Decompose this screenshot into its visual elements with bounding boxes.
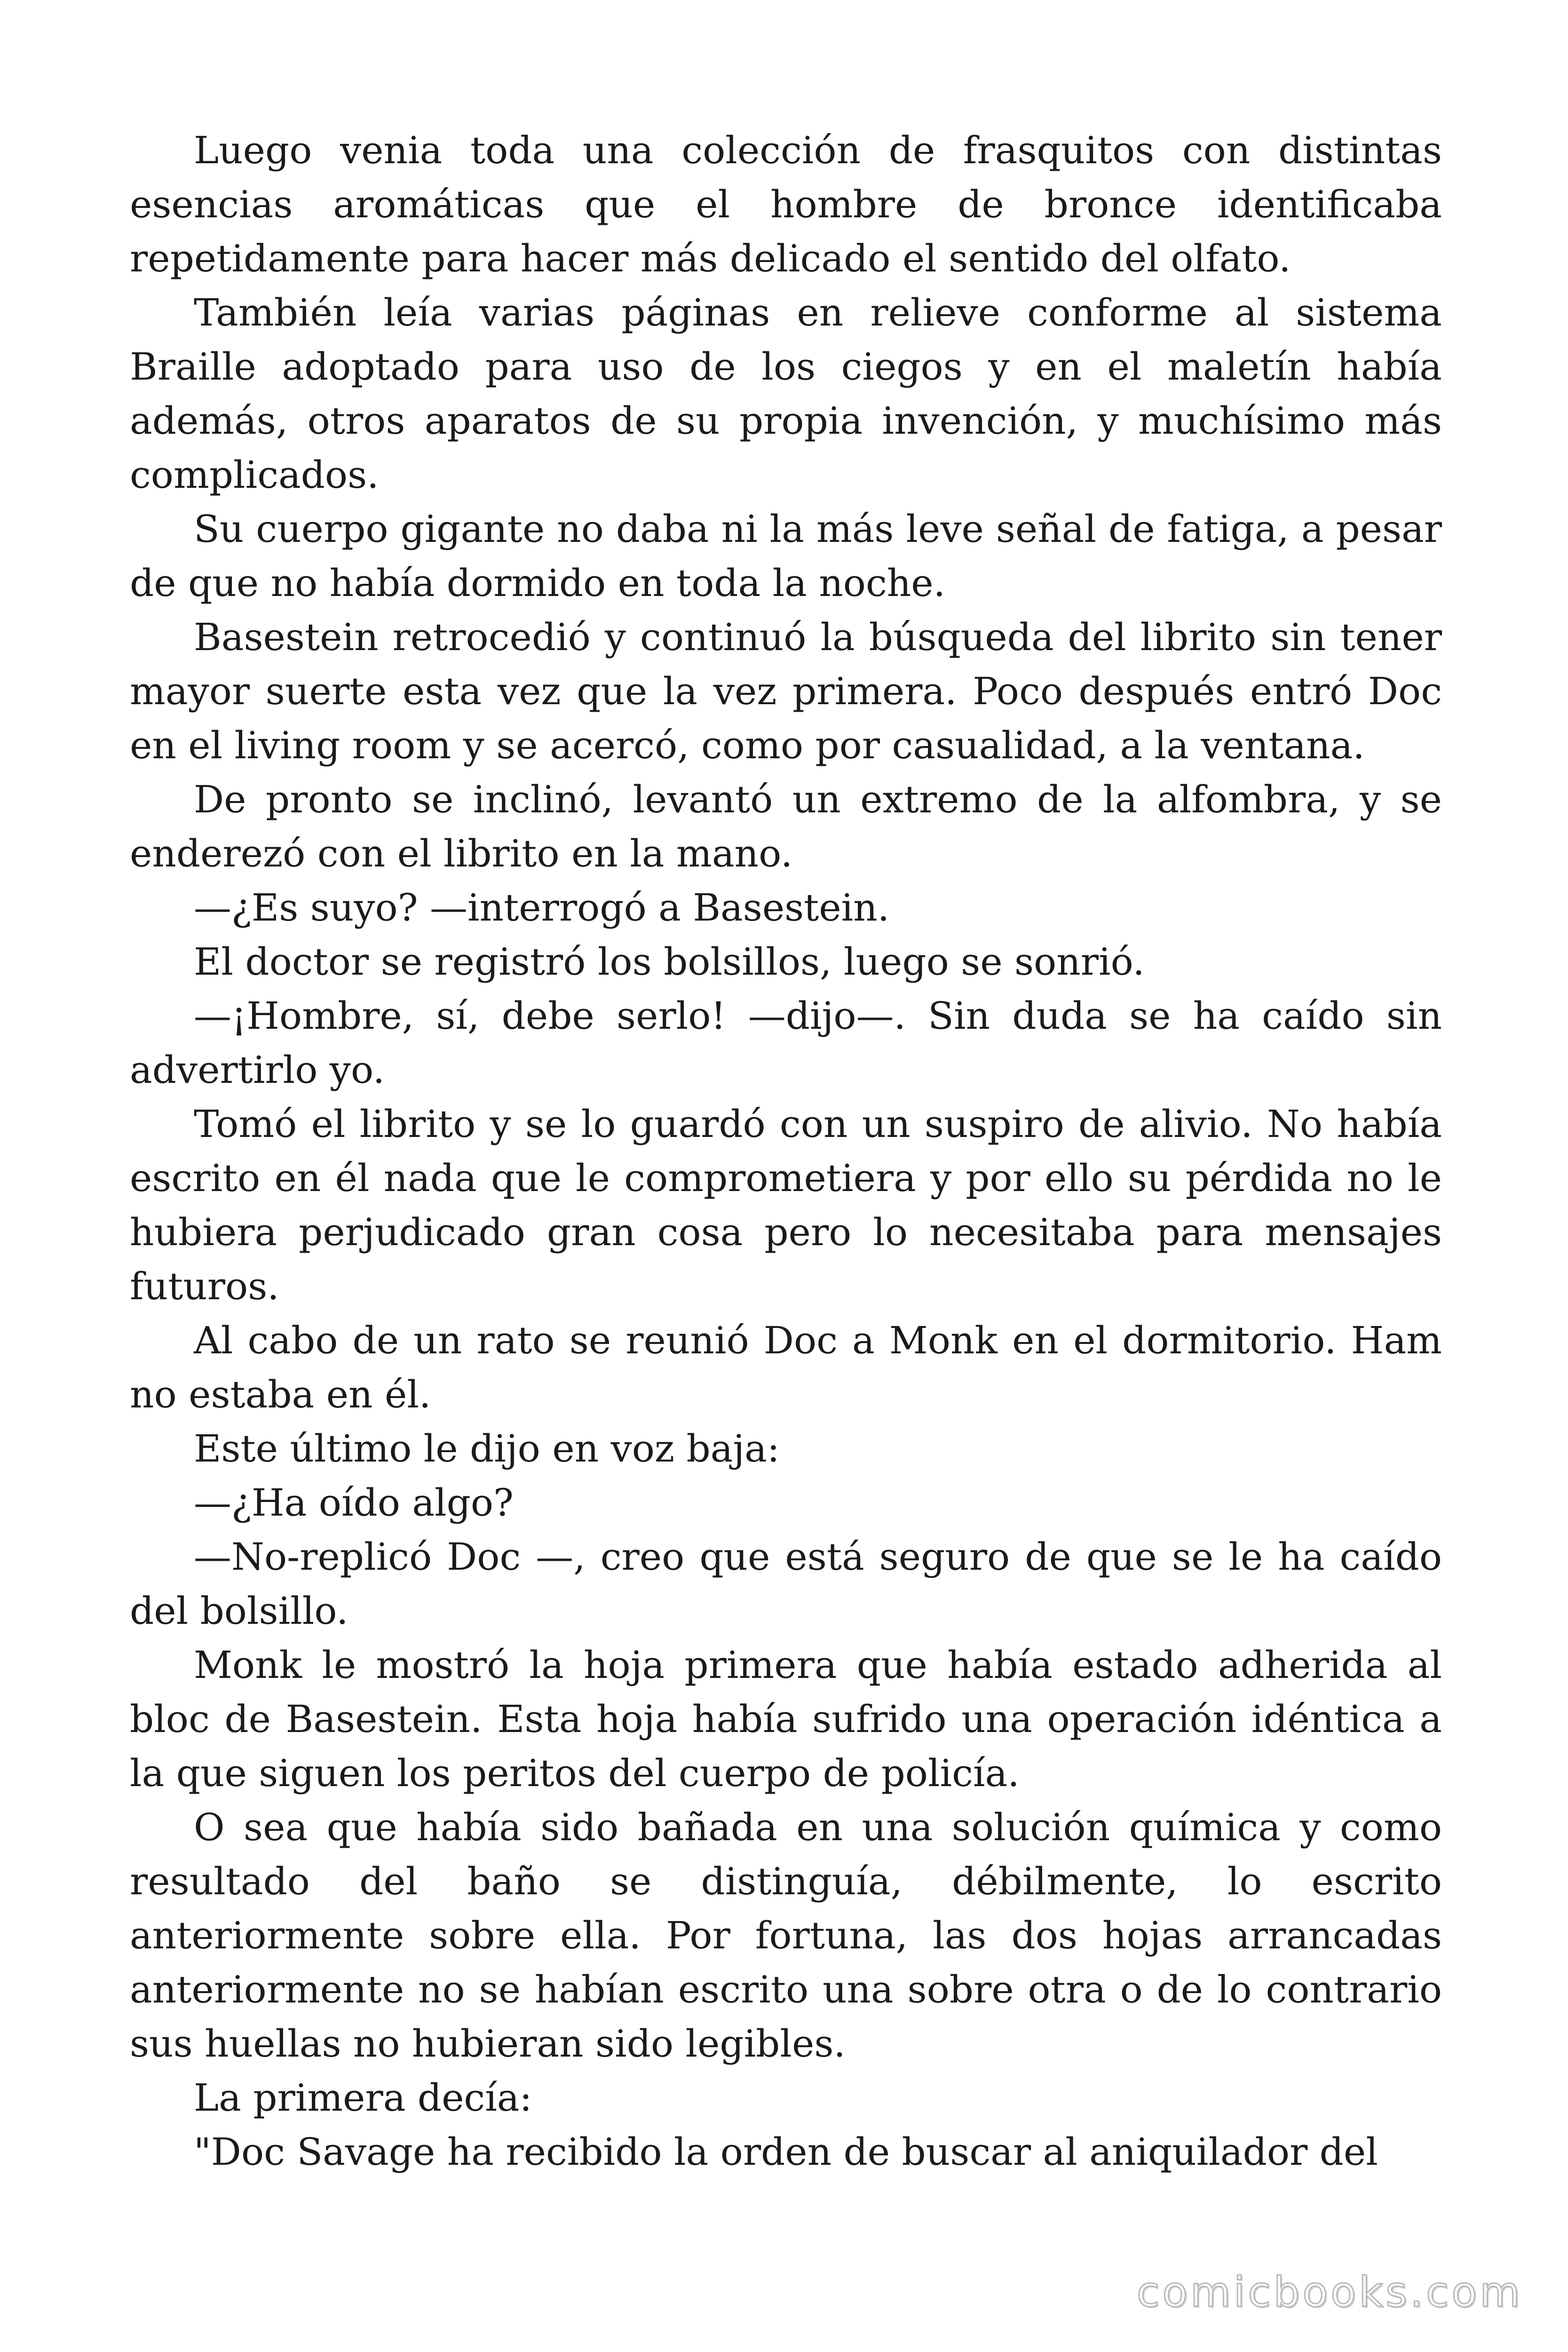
paragraph: Su cuerpo gigante no daba ni la más leve señal de fatiga, a pesar de que no había dormido en toda la noche. xyxy=(130,507,1442,605)
paragraph: "Doc Savage ha recibido la orden de buscar al aniquilador del xyxy=(194,2130,1378,2174)
paragraph: La primera decía: xyxy=(194,2076,532,2120)
page-body xyxy=(130,123,1442,2179)
paragraph: Tomó el librito y se lo guardó con un suspiro de alivio. No había escrito en él nada que le comprometiera y por ello su pérdida no le hubiera perjudicado gran cosa pero lo necesitaba para mensajes futuros. xyxy=(130,1102,1442,1308)
paragraph: El doctor se registró los bolsillos, luego se sonrió. xyxy=(194,940,1145,984)
paragraph: Al cabo de un rato se reunió Doc a Monk en el dormitorio. Ham no estaba en él. xyxy=(130,1319,1442,1416)
paragraph: También leía varias páginas en relieve conforme al sistema Braille adoptado para uso de los ciegos y en el maletín había además, otros aparatos de su propia invención, y muchísimo más complicados. xyxy=(130,291,1442,497)
paragraph: O sea que había sido bañada en una solución química y como resultado del baño se distinguía, débilmente, lo escrito anteriormente sobre ella. Por fortuna, las dos hojas arrancadas anteriormente no se habían escrito una sobre otra o de lo contrario sus huellas no hubieran sido legibles. xyxy=(130,1805,1442,2066)
paragraph: —¿Ha oído algo? xyxy=(194,1481,514,1525)
paragraph: Luego venia toda una colección de frasquitos con distintas esencias aromáticas que el hombre de bronce identificaba repetidamente para hacer más delicado el sentido del olfato. xyxy=(130,128,1442,280)
paragraph: Monk le mostró la hoja primera que había estado adherida al bloc de Basestein. Esta hoja había sufrido una operación idéntica a la que siguen los peritos del cuerpo de policía. xyxy=(130,1643,1442,1795)
paragraph: —No-replicó Doc —, creo que está seguro de que se le ha caído del bolsillo. xyxy=(130,1535,1442,1633)
paragraph: De pronto se inclinó, levantó un extremo de la alfombra, y se enderezó con el librito en la mano. xyxy=(130,778,1442,875)
paragraph: Basestein retrocedió y continuó la búsqueda del librito sin tener mayor suerte esta vez que la vez primera. Poco después entró Doc en el living room y se acercó, como por casualidad, a la ventana. xyxy=(130,615,1442,767)
paragraph: —¿Es suyo? —interrogó a Basestein. xyxy=(194,886,890,930)
watermark: comicbooks.com xyxy=(1136,2268,1523,2316)
paragraph: —¡Hombre, sí, debe serlo! —dijo—. Sin duda se ha caído sin advertirlo yo. xyxy=(130,994,1442,1092)
paragraph: Este último le dijo en voz baja: xyxy=(194,1427,780,1470)
